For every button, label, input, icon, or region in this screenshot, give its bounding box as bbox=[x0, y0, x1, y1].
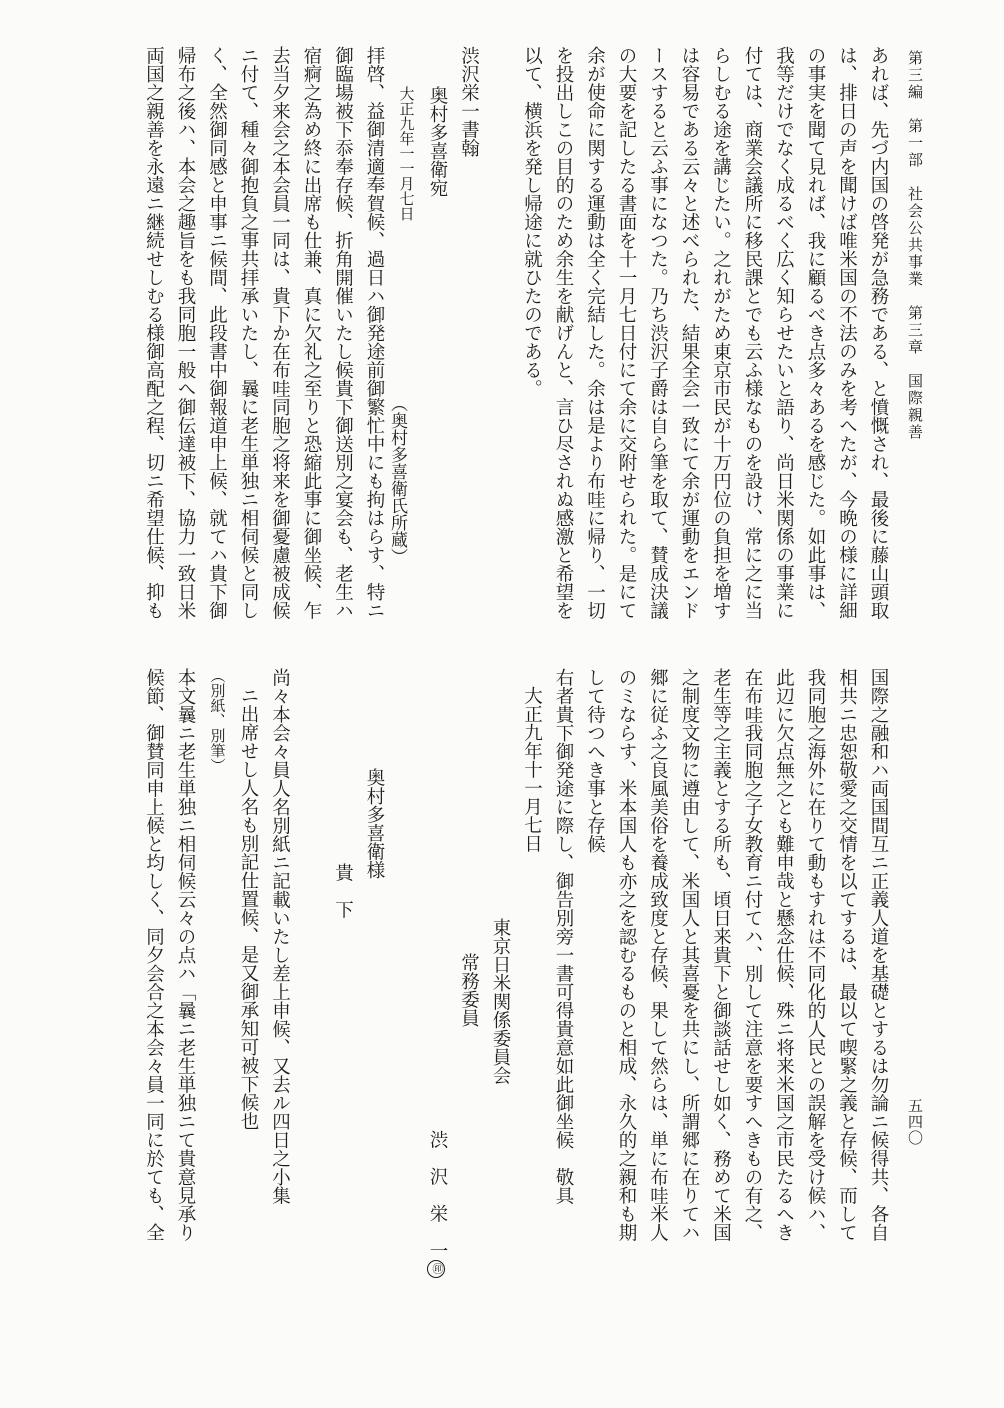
text-line: らしむる途を講じたい。之れがため東京市民が十万円位の負担を増す bbox=[710, 46, 732, 620]
attachment-note: （別紙、別筆） bbox=[208, 668, 227, 773]
text-line: 拝啓、益御清適奉賀候、過日ハ御発途前御繁忙中にも拘はらす、特ニ bbox=[364, 46, 385, 620]
text-line: 右者貴下御発途に際し、御告別旁一書可得貴意如此御坐候 敬具 bbox=[553, 668, 574, 1205]
letter-date: 大正九年十一月七日 bbox=[521, 686, 543, 853]
text-line: は容易である云々と述べられた、結果全会一致にて余が運動をエンド bbox=[679, 46, 700, 620]
letter-title: 渋沢栄一書翰 bbox=[458, 46, 480, 157]
sender-organization: 東京日米関係委員会 bbox=[490, 918, 511, 1085]
text-line: く、全然御同感と申事ニ候間、此段書中御報道申上候、就てハ貴下御 bbox=[206, 46, 228, 620]
text-line: ニ出席せし人名も別記仕置候、是又御承知可被下候也 bbox=[238, 686, 259, 1130]
text-line: ースすると云ふ事になつた。乃ち渋沢子爵は自ら筆を取て、賛成決議 bbox=[647, 46, 669, 620]
column-gap bbox=[390, 668, 422, 700]
upper-text-block bbox=[84, 46, 894, 656]
text-line: ニ付て、種々御抱負之事共拝承いたし、曩に老生単独ニ相伺候と同し bbox=[238, 46, 259, 620]
recipient-name: 奥村多喜衛様 bbox=[364, 768, 385, 879]
text-line: して待つへき事と存候 bbox=[584, 668, 606, 853]
text-line: 御臨場被下忝奉存候、折角開催いたし候貴下御送別之宴会も、老生ハ bbox=[332, 46, 354, 620]
text-line: は、排日の声を聞けば唯米国の不法のみを考へたが、今晩の様に詳細 bbox=[836, 46, 858, 620]
text-line: 余が使命に関する運動は全く完結した。余は是より布哇に帰り、一切 bbox=[584, 46, 606, 620]
text-line: 去当夕来会之本会員一同は、貴下か在布哇同胞之将来を御憂慮被成候 bbox=[269, 46, 291, 620]
letter-date-note: 大正九年一一月七日 bbox=[397, 86, 416, 221]
text-line: を投出しこの目的のため余生を献げんと、言ひ尽されぬ感激と希望を bbox=[553, 46, 574, 620]
text-line: の事実を聞て見れば、我に顧るべき点多々あるを感じた。如此事は、 bbox=[805, 46, 826, 620]
sender-name bbox=[422, 668, 454, 1388]
sender-name-text: 渋 沢 栄 一 bbox=[427, 1130, 448, 1260]
text-line: 以て、横浜を発し帰途に就ひたのである。 bbox=[521, 46, 543, 398]
text-line: の大要を記したる書面を十一月七日付にて余に交附せられた。是にて bbox=[616, 46, 637, 620]
text-line: 此辺に欠点無之とも難申哉と懸念仕候、殊ニ将来米国之市民たるへき bbox=[773, 668, 795, 1242]
text-line: 郷に従ふ之良風美俗を養成致度と存候、果して然らは、単に布哇米人 bbox=[647, 668, 669, 1242]
running-header: 第三編 第一部 社会公共事業 第三章 国際親善 bbox=[906, 50, 924, 441]
text-line: 本文曩ニ老生単独ニ相伺候云々の点ハ「曩ニ老生単独ニて貴意見承り bbox=[175, 668, 196, 1242]
text-line: 我同胞之海外に在りて動もすれは不同化的人民との誤解を受け候ハ、 bbox=[805, 668, 826, 1242]
text-line: 之制度文物に遵由して、米国人と其喜憂を共にし、所謂郷に在りてハ bbox=[679, 668, 700, 1242]
sender-title: 常務委員 bbox=[458, 953, 480, 1027]
letter-addressee: 奥村多喜衛宛 bbox=[427, 86, 448, 197]
text-line: のミならす、米本国人も亦之を認むるものと相成、永久的之親和も期 bbox=[616, 668, 637, 1242]
page-number: 五四〇 bbox=[906, 1098, 924, 1146]
text-line: 尚々本会々員人名別紙ニ記載いたし差上申候、又去ル四日之小集 bbox=[269, 668, 291, 1205]
text-line: 老生等之主義とする所も、頃日来貴下と御談話せし如く、務めて米国 bbox=[710, 668, 732, 1242]
seal-mark: ㊞ bbox=[427, 1260, 445, 1278]
text-line: 宿痾之為め終に出席も仕兼、真に欠礼之至りと恐縮此事に御坐候、乍 bbox=[301, 46, 322, 620]
text-line: あれば、先づ内国の啓発が急務である、と憤慨され、最後に藤山頭取 bbox=[868, 46, 889, 620]
text-line: 我等だけでなく成るべく広く知らせたいと語り、尚日米関係の事業に bbox=[773, 46, 795, 620]
text-line: 国際之融和ハ両国間互ニ正義人道を基礎とするは勿論ニ候得共、各自 bbox=[868, 668, 889, 1242]
text-line: 候節、御賛同申上候と均しく、同夕会合之本会々員一同に於ても、全 bbox=[143, 668, 165, 1242]
text-line: 両国之親善を永遠ニ継続せしむる様御高配之程、切ニ希望仕候、抑も bbox=[143, 46, 165, 620]
source-note: （奥村多喜衛氏所蔵） bbox=[387, 395, 407, 565]
column-gap bbox=[296, 668, 328, 700]
text-line: 付ては、商業会議所に移民課とでも云ふ様なものを設け、常に之に当 bbox=[742, 46, 763, 620]
recipient-honorific: 貴 下 bbox=[332, 863, 354, 919]
lower-text-block bbox=[84, 668, 894, 1388]
text-line: 在布哇我同胞之子女教育ニ付てハ、別して注意を要すへきもの有之、 bbox=[742, 668, 763, 1242]
text-line: 相共ニ忠恕敬愛之交情を以てするは、最以て喫緊之義と存候、而して bbox=[836, 668, 858, 1242]
column-gap bbox=[485, 46, 517, 78]
text-line: 帰布之後ハ、本会之趣旨をも我同胞一般へ御伝達被下、協力一致日米 bbox=[175, 46, 196, 620]
